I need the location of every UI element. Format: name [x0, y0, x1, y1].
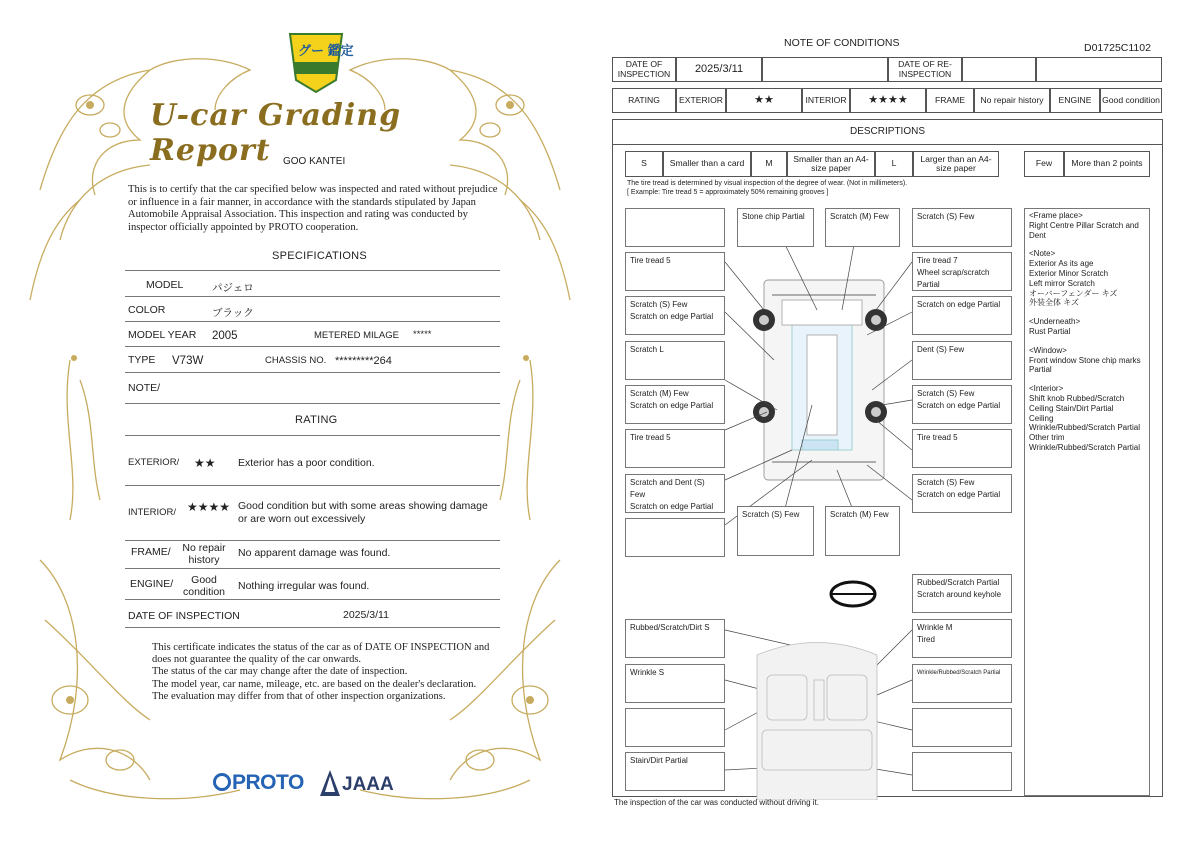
note-title: NOTE OF CONDITIONS: [784, 37, 900, 49]
condition-box: Scratch L: [625, 341, 725, 380]
color-label: COLOR: [128, 304, 166, 316]
condition-box: Tire tread 7 Wheel scrap/scratch Partial: [912, 252, 1012, 291]
condition-box: Scratch (S) Few: [737, 506, 814, 556]
note-underneath: <Underneath> Rust Partial: [1029, 317, 1081, 336]
frame-label: FRAME: [926, 88, 974, 113]
exterior-stars: ★★: [194, 456, 216, 470]
condition-box: [625, 208, 725, 247]
date-of-inspection-label: DATE OF INSPECTION: [128, 610, 240, 622]
disclaimer-line: The status of the car may change after the date of inspection.: [152, 666, 408, 678]
goo-badge-text: グー 鑑定: [298, 43, 354, 58]
note-general: <Note> Exterior As its age Exterior Minor Scratch Left mirror Scratch オーバーフェンダー キズ 外装全体 キズ: [1029, 249, 1118, 308]
divider: [125, 568, 500, 569]
model-label: MODEL: [146, 279, 184, 291]
condition-box: Scratch (M) Few Scratch on edge Partial: [625, 385, 725, 424]
divider: [125, 372, 500, 373]
divider: [125, 403, 500, 404]
frame-value: No repair history: [974, 88, 1050, 113]
frame-label: FRAME/: [131, 546, 171, 558]
frame-value: No repair history: [182, 542, 226, 566]
divider: [125, 540, 500, 541]
engine-label: ENGINE: [1050, 88, 1100, 113]
report-subtitle: GOO KANTEI: [283, 156, 346, 167]
type-label: TYPE: [128, 354, 156, 366]
report-title: U-car Grading Report: [150, 98, 402, 168]
interior-rating: ★★★★: [850, 88, 926, 113]
tire-note: The tire tread is determined by visual inspection of the degree of wear. (Not in millimeters).: [627, 180, 908, 187]
engine-label: ENGINE/: [130, 578, 174, 590]
descriptions-heading: DESCRIPTIONS: [612, 119, 1163, 145]
divider: [125, 270, 500, 271]
condition-box: Stone chip Partial: [737, 208, 814, 247]
legend-m-desc: Smaller than an A4-size paper: [787, 151, 875, 177]
note-label: NOTE/: [128, 382, 161, 394]
condition-box: Rubbed/Scratch Partial Scratch around keyhole: [912, 574, 1012, 613]
condition-box: Tire tread 5: [625, 429, 725, 468]
condition-box: Scratch (M) Few: [825, 208, 900, 247]
engine-desc: Nothing irregular was found.: [238, 580, 370, 592]
note-frame-place: <Frame place> Right Centre Pillar Scratch and Dent: [1029, 211, 1139, 240]
date-inspection-value: 2025/3/11: [676, 57, 762, 82]
condition-box: Wrinkle S: [625, 664, 725, 703]
exterior-label: EXTERIOR/: [128, 457, 180, 468]
date-of-inspection-value: 2025/3/11: [343, 609, 389, 621]
date-reinspection-label: DATE OF RE-INSPECTION: [888, 57, 962, 82]
rating-label: RATING: [612, 88, 676, 113]
exterior-label: EXTERIOR: [676, 88, 726, 113]
notes-panel: [1024, 208, 1150, 796]
model-year-value: 2005: [212, 330, 238, 342]
condition-box: Dent (S) Few: [912, 341, 1012, 380]
document-id: D01725C1102: [1084, 42, 1151, 54]
condition-box: Scratch (S) Few Scratch on edge Partial: [625, 296, 725, 335]
condition-box: [625, 708, 725, 747]
legend-m: M: [751, 151, 787, 177]
condition-box: Rubbed/Scratch/Dirt S: [625, 619, 725, 658]
legend-l-desc: Larger than an A4-size paper: [913, 151, 999, 177]
exterior-rating: ★★: [726, 88, 802, 113]
mileage-label: METERED MILAGE: [314, 330, 399, 341]
proto-logo-icon: [213, 773, 231, 791]
engine-value: Good condition: [1100, 88, 1162, 113]
chassis-label: CHASSIS NO.: [265, 355, 327, 366]
interior-label: INTERIOR: [802, 88, 850, 113]
condition-box: [625, 518, 725, 557]
divider: [125, 627, 500, 628]
condition-box: Stain/Dirt Partial: [625, 752, 725, 791]
divider: [125, 435, 500, 436]
note-window: <Window> Front window Stone chip marks Partial: [1029, 345, 1141, 375]
note-interior: <Interior> Shift knob Rubbed/Scratch Ceiling Stain/Dirt Partial Ceiling Wrinkle/Rubbed/Scratch Partial Other trim Wrinkle/Rubbed/Scratch Partial: [1029, 384, 1141, 452]
condition-box: Scratch (S) Few: [912, 208, 1012, 247]
interior-label: INTERIOR/: [128, 507, 177, 518]
model-value: パジェロ: [212, 282, 254, 294]
condition-box: Scratch (S) Few Scratch on edge Partial: [912, 474, 1012, 513]
blank-cell: [962, 57, 1036, 82]
jaaa-logo-icon: [320, 770, 340, 796]
condition-box: Tire tread 5: [912, 429, 1012, 468]
legend-few: Few: [1024, 151, 1064, 177]
proto-logo-text: PROTO: [232, 771, 304, 794]
condition-box: Scratch on edge Partial: [912, 296, 1012, 335]
condition-box: Scratch and Dent (S) Few Scratch on edge Partial: [625, 474, 725, 513]
divider: [125, 296, 500, 297]
inspection-footer: The inspection of the car was conducted without driving it.: [614, 798, 819, 807]
legend-s-desc: Smaller than a card: [663, 151, 751, 177]
condition-box: Wrinkle M Tired: [912, 619, 1012, 658]
engine-value: Good condition: [182, 574, 226, 598]
model-year-label: MODEL YEAR: [128, 329, 197, 341]
rating-heading: RATING: [295, 414, 338, 426]
disclaimer-line: This certificate indicates the status of the car as of DATE OF INSPECTION and does not guarantee the quality of the car onwards.: [152, 642, 490, 666]
condition-box: Scratch (M) Few: [825, 506, 900, 556]
divider: [125, 485, 500, 486]
divider: [125, 599, 500, 600]
certification-text: This is to certify that the car specified below was inspected and rated without prejudice or influence in a fair manner, in accordance with the standards stipulated by Japan Automobile Appraisal Association. This inspection and rating was conducted by inspector officially appointed by PROTO cooperation.: [128, 184, 498, 233]
condition-box: Tire tread 5: [625, 252, 725, 291]
condition-box: Scratch (S) Few Scratch on edge Partial: [912, 385, 1012, 424]
condition-box: Wrinkle/Rubbed/Scratch Partial: [912, 664, 1012, 703]
disclaimer-text: [152, 642, 492, 703]
jaaa-logo-text: JAAA: [342, 774, 394, 795]
type-value: V73W: [172, 355, 204, 367]
divider: [125, 346, 500, 347]
blank-cell: [1036, 57, 1162, 82]
disclaimer-line: The model year, car name, mileage, etc. are based on the dealer's declaration.: [152, 678, 477, 690]
divider: [125, 321, 500, 322]
exterior-desc: Exterior has a poor condition.: [238, 457, 375, 469]
chassis-value: *********264: [335, 355, 392, 367]
legend-l: L: [875, 151, 913, 177]
legend-s: S: [625, 151, 663, 177]
interior-desc: Good condition but with some areas showing damage or are worn out excessively: [238, 500, 488, 525]
condition-box: [912, 752, 1012, 791]
mileage-value: *****: [413, 329, 432, 340]
disclaimer-line: The evaluation may differ from that of other inspection organizations.: [152, 690, 446, 702]
condition-box: [912, 708, 1012, 747]
legend-few-desc: More than 2 points: [1064, 151, 1150, 177]
interior-stars: ★★★★: [187, 500, 231, 514]
frame-desc: No apparent damage was found.: [238, 547, 391, 559]
color-value: ブラック: [212, 307, 254, 319]
tire-example: [ Example: Tire tread 5 = approximately 50% remaining grooves ]: [627, 189, 829, 196]
blank-cell: [762, 57, 888, 82]
specifications-heading: SPECIFICATIONS: [272, 250, 368, 262]
date-inspection-label: DATE OF INSPECTION: [612, 57, 676, 82]
